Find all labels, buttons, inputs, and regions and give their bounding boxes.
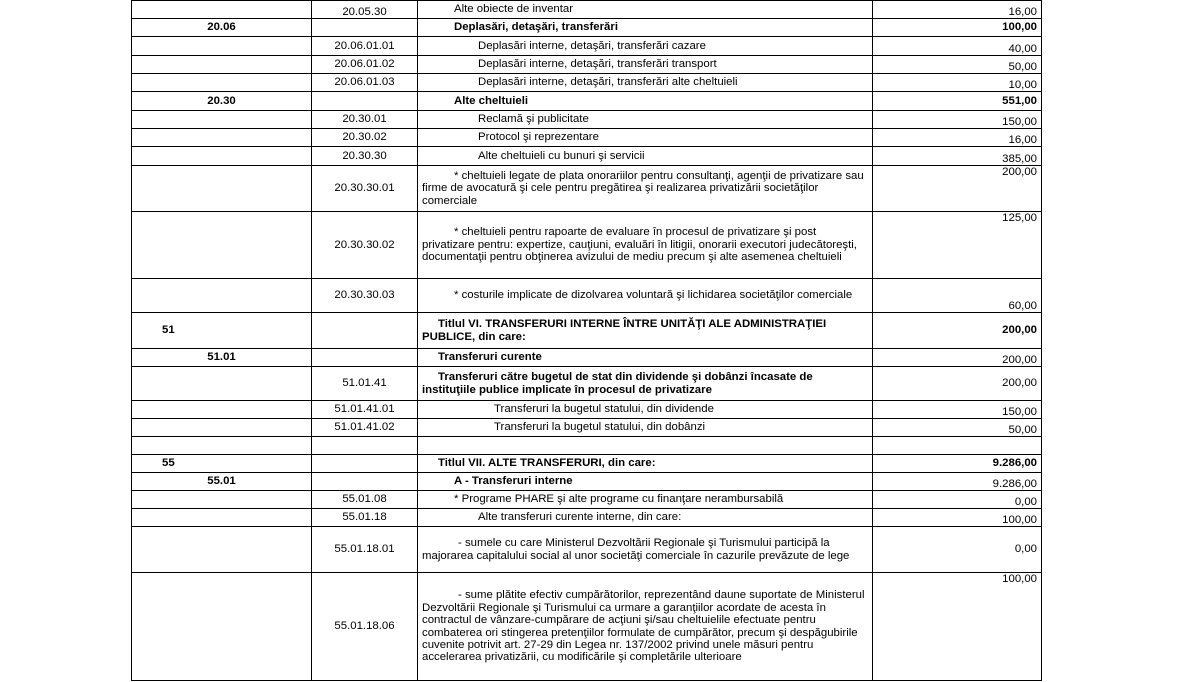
table-row [132,129,1042,147]
chapter-code [132,419,312,437]
chapter-code [132,573,312,681]
description: Alte cheltuieli [418,92,873,111]
article-code [312,349,418,367]
chapter-code [132,437,312,455]
table-row [132,473,1042,491]
description: * costurile implicate de dizolvarea voluntară şi lichidarea societăţilor comerciale [418,279,873,313]
article-code [312,437,418,455]
amount: 10,00 [873,74,1042,92]
description: * cheltuieli legate de plata onorariilor pentru consultanţi, agenţii de privatizare sau firme de avocatură şi cele pentru pregătirea şi realizarea privatizării societăţilor comerciale [418,166,873,212]
amount: 200,00 [873,166,1042,212]
chapter-code [132,147,312,166]
description: Alte cheltuieli cu bunuri şi servicii [418,147,873,166]
table-row [132,147,1042,166]
amount: 9.286,00 [873,455,1042,473]
chapter-code [132,367,312,401]
amount: 50,00 [873,419,1042,437]
table-row [132,92,1042,111]
amount: 0,00 [873,491,1042,509]
chapter-code: 51.01 [132,349,312,367]
table-row [132,401,1042,419]
table-row [132,367,1042,401]
chapter-code [132,401,312,419]
article-code: 20.30.01 [312,111,418,129]
amount [873,437,1042,455]
chapter-code [132,111,312,129]
description: - sumele cu care Ministerul Dezvoltării Regionale şi Turismului participă la majorarea capitalului social al unor societăţi comerciale în cazurile prevăzute de lege [418,527,873,573]
description: Alte obiecte de inventar [418,1,873,19]
description: Titlul VI. TRANSFERURI INTERNE ÎNTRE UNITĂŢI ALE ADMINISTRAŢIEI PUBLICE, din care: [418,313,873,349]
amount: 100,00 [873,19,1042,37]
chapter-code: 55 [132,455,312,473]
article-code: 20.30.30 [312,147,418,166]
article-code: 55.01.18.01 [312,527,418,573]
budget-table [131,0,1042,681]
amount: 100,00 [873,573,1042,681]
table-row [132,313,1042,349]
table-row [132,74,1042,92]
chapter-code [132,56,312,74]
article-code [312,92,418,111]
description [418,437,873,455]
table-row [132,212,1042,279]
article-code [312,455,418,473]
amount: 150,00 [873,401,1042,419]
chapter-code [132,129,312,147]
amount: 200,00 [873,313,1042,349]
budget-document [131,0,1041,681]
chapter-code [132,166,312,212]
description: * cheltuieli pentru rapoarte de evaluare în procesul de privatizare şi post privatizare pentru: expertize, cauţiuni, evaluări în litigii, onorarii executori judecătoreşti, documentaţii pentru obţinerea avizului de mediu precum şi alte asemenea cheltuieli [418,212,873,279]
description: Deplasări, detaşări, transferări [418,19,873,37]
chapter-code: 51 [132,313,312,349]
chapter-code [132,1,312,19]
article-code: 20.30.30.01 [312,166,418,212]
table-row [132,279,1042,313]
amount: 60,00 [873,279,1042,313]
article-code: 20.05.30 [312,1,418,19]
amount: 125,00 [873,212,1042,279]
amount: 100,00 [873,509,1042,527]
amount: 150,00 [873,111,1042,129]
description: * Programe PHARE şi alte programe cu finanţare nerambursabilă [418,491,873,509]
amount: 0,00 [873,527,1042,573]
chapter-code [132,212,312,279]
article-code: 55.01.08 [312,491,418,509]
article-code: 20.06.01.02 [312,56,418,74]
article-code: 20.30.02 [312,129,418,147]
chapter-code [132,527,312,573]
description: Deplasări interne, detaşări, transferări transport [418,56,873,74]
table-row [132,349,1042,367]
table-row [132,509,1042,527]
table-row [132,491,1042,509]
chapter-code [132,279,312,313]
chapter-code [132,74,312,92]
article-code: 20.06.01.03 [312,74,418,92]
table-row [132,527,1042,573]
description: Deplasări interne, detaşări, transferări cazare [418,37,873,56]
article-code [312,313,418,349]
table-row [132,166,1042,212]
description: A - Transferuri interne [418,473,873,491]
article-code [312,473,418,491]
table-row [132,56,1042,74]
amount: 40,00 [873,37,1042,56]
article-code: 51.01.41.02 [312,419,418,437]
table-row [132,419,1042,437]
description: Transferuri la bugetul statului, din dividende [418,401,873,419]
chapter-code [132,509,312,527]
amount: 16,00 [873,129,1042,147]
table-row [132,437,1042,455]
table-row [132,111,1042,129]
amount: 16,00 [873,1,1042,19]
article-code [312,19,418,37]
chapter-code [132,491,312,509]
description: Transferuri curente [418,349,873,367]
chapter-code: 20.30 [132,92,312,111]
amount: 50,00 [873,56,1042,74]
chapter-code: 20.06 [132,19,312,37]
amount: 200,00 [873,367,1042,401]
chapter-code: 55.01 [132,473,312,491]
description: Alte transferuri curente interne, din care: [418,509,873,527]
article-code: 55.01.18.06 [312,573,418,681]
table-row [132,455,1042,473]
article-code: 20.30.30.03 [312,279,418,313]
description: Transferuri către bugetul de stat din dividende şi dobânzi încasate de instituţiile publice implicate în procesul de privatizare [418,367,873,401]
description: Deplasări interne, detaşări, transferări alte cheltuieli [418,74,873,92]
amount: 200,00 [873,349,1042,367]
article-code: 20.06.01.01 [312,37,418,56]
chapter-code [132,37,312,56]
table-row [132,1,1042,19]
article-code: 55.01.18 [312,509,418,527]
table-row [132,19,1042,37]
description: Protocol şi reprezentare [418,129,873,147]
table-row [132,37,1042,56]
article-code: 51.01.41 [312,367,418,401]
description: Reclamă şi publicitate [418,111,873,129]
description: - sume plătite efectiv cumpărătorilor, reprezentând daune suportate de Ministerul Dezvoltării Regionale şi Turismului ca urmare a garanţiilor acordate de acesta în contractul de vânzare-cumpărare de acţiuni şi/sau cheltuielile efectuate pentru combaterea ori stingerea pretenţiilor formulate de cumpărător, precum şi despăgubirile cuvenite potrivit art. 27-29 din Legea nr. 137/2002 privind unele măsuri pentru accelerarea privatizării, cu modificările şi completările ulterioare [418,573,873,681]
amount: 385,00 [873,147,1042,166]
table-row [132,573,1042,681]
article-code: 51.01.41.01 [312,401,418,419]
amount: 9.286,00 [873,473,1042,491]
description: Transferuri la bugetul statului, din dobânzi [418,419,873,437]
amount: 551,00 [873,92,1042,111]
description: Titlul VII. ALTE TRANSFERURI, din care: [418,455,873,473]
article-code: 20.30.30.02 [312,212,418,279]
